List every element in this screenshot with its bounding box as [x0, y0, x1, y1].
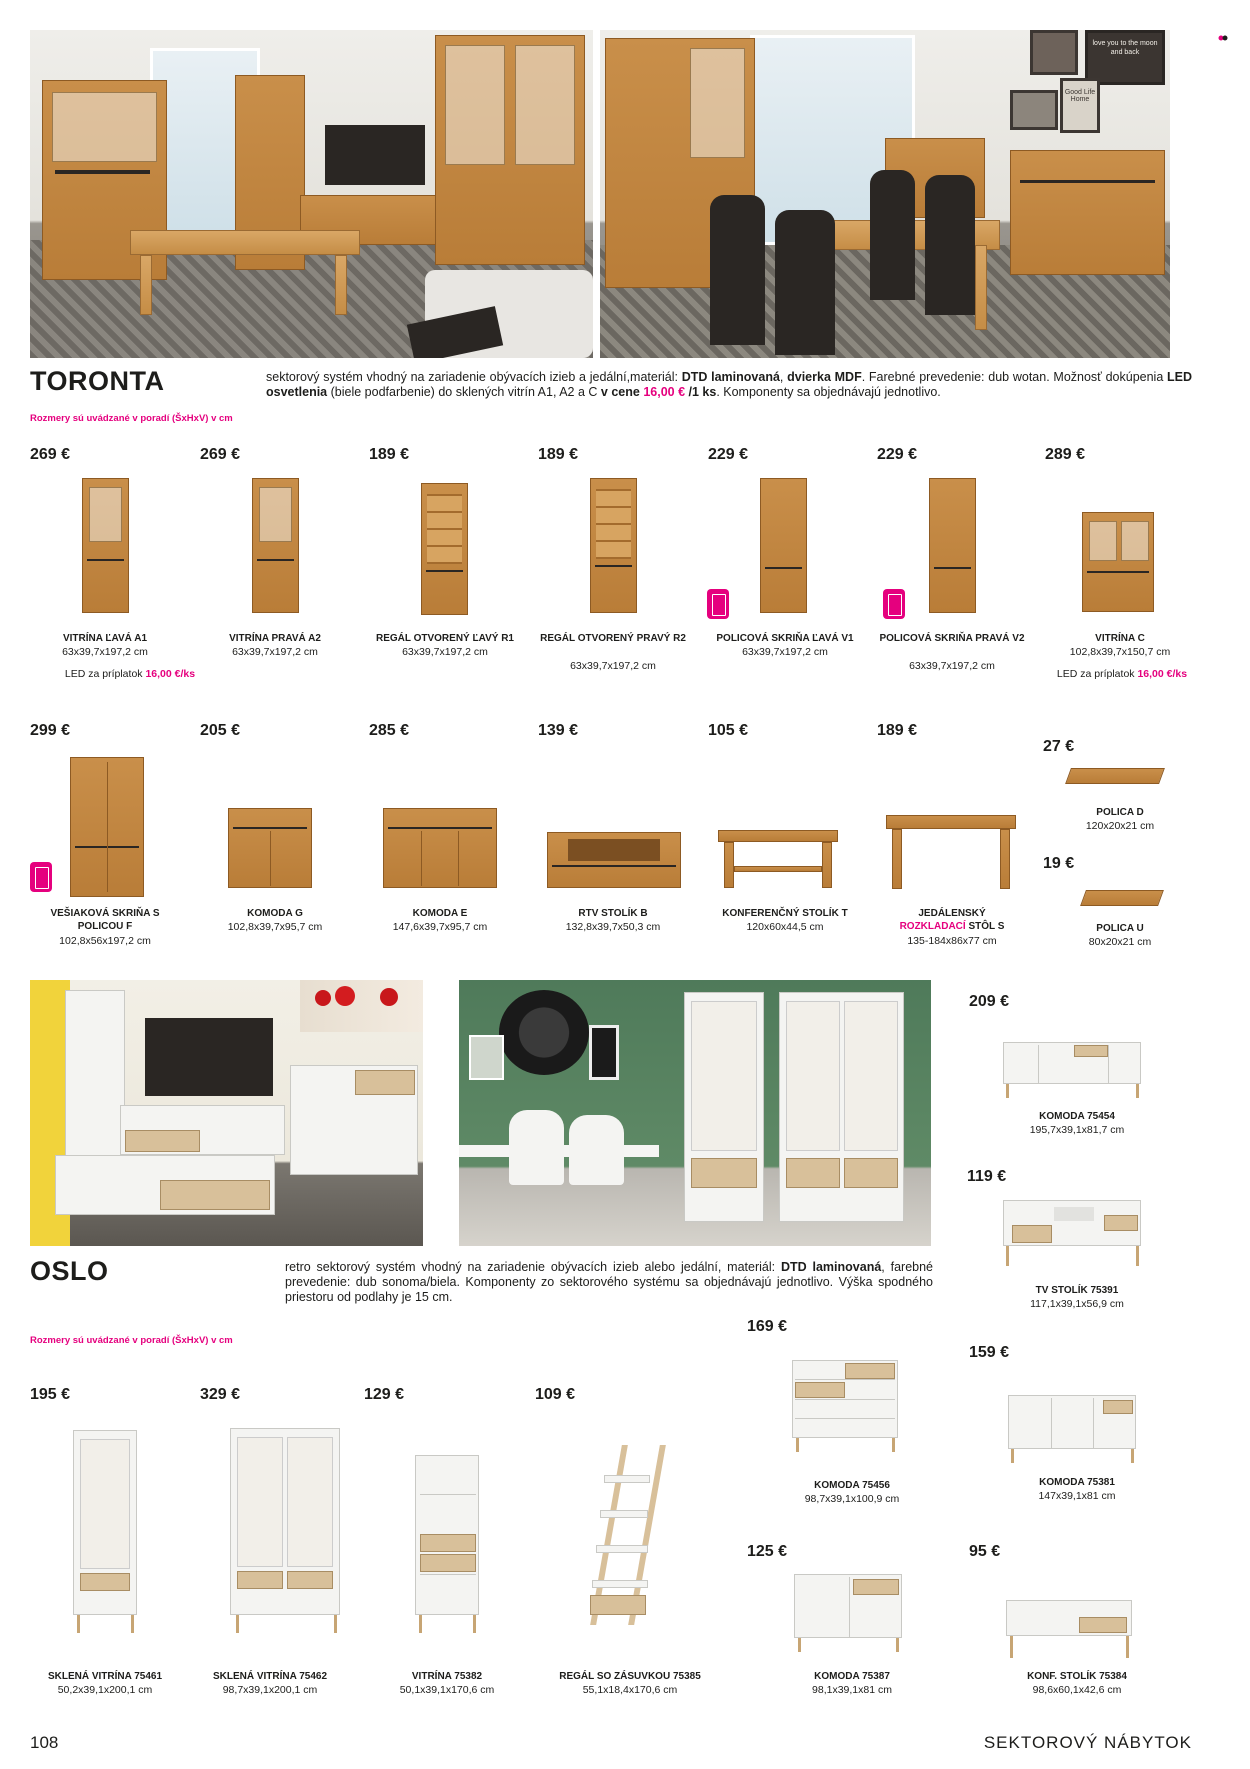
product-name: VITRÍNA ĽAVÁ A1	[62, 633, 148, 644]
product-image-vitrina-75382	[415, 1455, 479, 1615]
product-name: VITRÍNA 75382	[411, 1671, 483, 1682]
product-name: REGÁL SO ZÁSUVKOU 75385	[559, 1671, 701, 1682]
product-price: 205 €	[200, 722, 241, 739]
product-image-vitrina-a2	[252, 478, 299, 613]
product-price: 289 €	[1045, 446, 1086, 463]
toronta-dining-room-photo	[600, 30, 1170, 358]
product-dimensions: 98,7x39,1x100,9 cm	[804, 1493, 900, 1505]
product-image-regal-r2	[590, 478, 637, 613]
product-price: 105 €	[708, 722, 749, 739]
product-name: KOMODA E	[412, 908, 468, 919]
product-dimensions: 147,6x39,7x95,7 cm	[392, 921, 488, 933]
product-dimensions: 80x20x21 cm	[1088, 936, 1152, 948]
product-dimensions: 63x39,7x197,2 cm	[232, 646, 318, 658]
product-dimensions: 117,1x39,1x56,9 cm	[1030, 1298, 1124, 1310]
product-image-policova-v1	[760, 478, 807, 613]
product-dimensions: 98,1x39,1x81 cm	[812, 1684, 892, 1696]
product-dimensions: 135-184x86x77 cm	[907, 935, 997, 947]
product-dimensions: 120x60x44,5 cm	[746, 921, 824, 933]
brand-logo-icon	[1218, 34, 1228, 42]
product-name: KOMODA G	[247, 908, 303, 919]
product-price: 189 €	[877, 722, 918, 739]
product-dimensions: 63x39,7x197,2 cm	[909, 660, 995, 672]
product-price: 169 €	[747, 1318, 788, 1335]
product-dimensions: 50,2x39,1x200,1 cm	[57, 1684, 153, 1696]
product-name: KOMODA 75454	[1039, 1111, 1115, 1122]
product-price: 27 €	[1043, 738, 1075, 755]
poster-home: Good Life Home	[1060, 78, 1100, 133]
product-price: 285 €	[369, 722, 410, 739]
product-name: KOMODA 75456	[814, 1480, 890, 1491]
product-name: REGÁL OTVORENÝ PRAVÝ R2	[540, 633, 686, 644]
product-dimensions: 63x39,7x197,2 cm	[570, 660, 656, 672]
product-dimensions: 120x20x21 cm	[1085, 820, 1155, 832]
product-image-vitrina-a1	[82, 478, 129, 613]
product-price: 269 €	[30, 446, 71, 463]
product-dimensions: 98,6x60,1x42,6 cm	[1032, 1684, 1122, 1696]
product-image-tv-stolik-75391	[1003, 1200, 1141, 1246]
product-name: POLICA U	[1096, 923, 1144, 934]
toronta-living-room-photo	[30, 30, 593, 358]
product-image-regal-75385	[590, 1445, 662, 1625]
toronta-title: TORONTA	[30, 366, 165, 396]
product-price: 229 €	[877, 446, 918, 463]
product-led-note: LED za príplatok 16,00 €/ks	[64, 668, 196, 680]
oslo-living-room-photo	[30, 980, 423, 1246]
oslo-dimensions-note: Rozmery sú uvádzané v poradí (ŠxHxV) v cm	[30, 1335, 233, 1346]
product-image-vesiakova-f	[70, 757, 144, 897]
oslo-dining-room-photo	[459, 980, 931, 1246]
product-dimensions: 102,8x56x197,2 cm	[59, 935, 151, 947]
product-name: KONF. STOLÍK 75384	[1027, 1671, 1127, 1682]
page-number: 108	[30, 1733, 59, 1752]
product-name: VITRÍNA PRAVÁ A2	[229, 633, 321, 644]
product-price: 329 €	[200, 1386, 241, 1403]
product-name: SKLENÁ VITRÍNA 75462	[212, 1671, 328, 1682]
toronta-dimensions-note: Rozmery sú uvádzané v poradí (ŠxHxV) v cm	[30, 413, 233, 424]
product-image-komoda-g	[228, 808, 312, 888]
poster-moon: love you to the moon and back	[1085, 30, 1165, 85]
product-dimensions: 147x39,1x81 cm	[1038, 1490, 1116, 1502]
product-price: 189 €	[538, 446, 579, 463]
product-price: 189 €	[369, 446, 410, 463]
product-dimensions: 195,7x39,1x81,7 cm	[1029, 1124, 1125, 1136]
product-led-note: LED za príplatok 16,00 €/ks	[1056, 668, 1188, 680]
product-dimensions: 132,8x39,7x50,3 cm	[565, 921, 661, 933]
product-name: SKLENÁ VITRÍNA 75461	[47, 1671, 163, 1682]
product-name: TV STOLÍK 75391	[1035, 1285, 1119, 1296]
product-image-regal-r1	[421, 483, 468, 615]
product-image-komoda-75456	[792, 1360, 898, 1438]
product-name: POLICOVÁ SKRIŇA PRAVÁ V2	[879, 633, 1025, 644]
product-name: POLICA D	[1096, 807, 1144, 818]
product-name: REGÁL OTVORENÝ ĽAVÝ R1	[376, 633, 514, 644]
product-dimensions: 102,8x39,7x150,7 cm	[1069, 646, 1171, 658]
product-name: KOMODA 75387	[814, 1671, 890, 1682]
product-name: KONFERENČNÝ STOLÍK T	[722, 908, 848, 919]
product-price: 195 €	[30, 1386, 71, 1403]
product-image-komoda-75454	[1003, 1042, 1141, 1084]
product-dimensions: 102,8x39,7x95,7 cm	[227, 921, 323, 933]
product-dimensions: 63x39,7x197,2 cm	[62, 646, 148, 658]
product-name: VEŠIAKOVÁ SKRIŇA S POLICOU F	[50, 908, 160, 932]
product-image-komoda-75381	[1008, 1395, 1136, 1449]
product-name: POLICOVÁ SKRIŇA ĽAVÁ V1	[716, 633, 854, 644]
product-price: 269 €	[200, 446, 241, 463]
product-image-vitrina-c	[1082, 512, 1154, 612]
product-image-policova-v2	[929, 478, 976, 613]
product-dimensions: 63x39,7x197,2 cm	[402, 646, 488, 658]
product-image-vitrina-75462	[230, 1428, 340, 1615]
product-dimensions: 50,1x39,1x170,6 cm	[399, 1684, 495, 1696]
oslo-description: retro sektorový systém vhodný na zariadenie obývacích izieb alebo jedální, materiál: DTD laminovaná, farebné prevedenie: dub sonoma/biela. Komponenty zo sektorového systému sa objednávajú jednotlivo. Výška spodného priestoru od podlahy je 15 cm.	[285, 1260, 934, 1304]
product-name: KOMODA 75381	[1039, 1477, 1115, 1488]
product-name: RTV STOLÍK B	[578, 908, 648, 919]
oslo-title: OSLO	[30, 1256, 109, 1286]
product-price: 139 €	[538, 722, 579, 739]
product-price: 125 €	[747, 1543, 788, 1560]
product-dimensions: 98,7x39,1x200,1 cm	[222, 1684, 318, 1696]
product-name: VITRÍNA C	[1095, 633, 1145, 644]
product-dimensions: 55,1x18,4x170,6 cm	[582, 1684, 678, 1696]
product-price: 109 €	[535, 1386, 576, 1403]
product-price: 159 €	[969, 1344, 1010, 1361]
toronta-description: sektorový systém vhodný na zariadenie obývacích izieb a jedální,materiál: DTD laminovaná, dvierka MDF. Farebné prevedenie: dub wotan. Možnosť dokúpenia LED osvetlenia (biele podfarbenie) do sklených vitrín A1, A2 a C v cene 16,00 € /1 ks. Komponenty sa objednávajú jednotlivo.	[266, 370, 1193, 399]
product-image-stolik-t	[718, 830, 838, 888]
product-price: 95 €	[969, 1543, 1001, 1560]
product-image-rtv-b	[547, 832, 681, 888]
section-title: SEKTOROVÝ NÁBYTOK	[983, 1733, 1192, 1752]
product-image-komoda-75387	[794, 1574, 902, 1638]
product-price: 129 €	[364, 1386, 405, 1403]
product-image-stol-s	[886, 815, 1016, 889]
product-image-polica-d	[1065, 768, 1165, 784]
product-price: 19 €	[1043, 855, 1075, 872]
product-price: 119 €	[967, 1168, 1007, 1185]
hanger-badge-icon	[883, 589, 905, 619]
product-price: 299 €	[30, 722, 71, 739]
product-price: 209 €	[969, 993, 1010, 1010]
product-dimensions: 63x39,7x197,2 cm	[742, 646, 828, 658]
product-image-konf-stolik-75384	[1006, 1600, 1132, 1636]
hanger-badge-icon	[707, 589, 729, 619]
product-price: 229 €	[708, 446, 749, 463]
product-name: JEDÁLENSKÝ ROZKLADACÍ STÔL S	[899, 908, 1005, 932]
product-image-komoda-e	[383, 808, 497, 888]
hanger-badge-icon	[30, 862, 52, 892]
product-image-vitrina-75461	[73, 1430, 137, 1615]
product-image-polica-u	[1080, 890, 1164, 906]
